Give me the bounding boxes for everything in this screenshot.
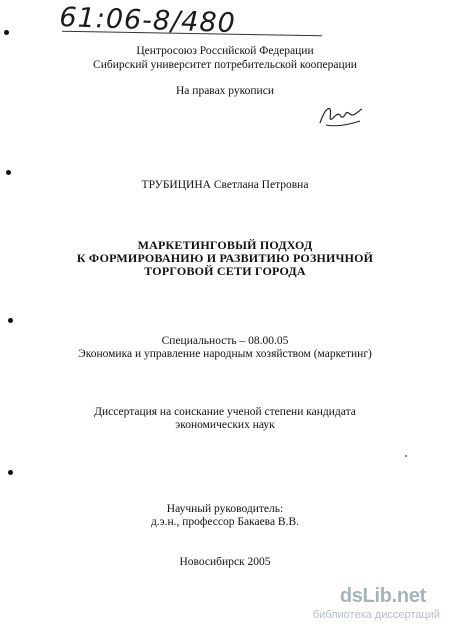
title-line-1: МАРКЕТИНГОВЫЙ ПОДХОД bbox=[137, 238, 313, 252]
supervisor-name: д.э.н., профессор Бакаева В.В. bbox=[150, 516, 300, 528]
watermark-brand: dsLib.net bbox=[339, 585, 426, 607]
header-organization: Центросоюз Российской Федерации bbox=[136, 45, 314, 57]
watermark bbox=[312, 585, 440, 625]
scan-dot bbox=[8, 318, 13, 323]
scan-dot bbox=[8, 470, 13, 475]
title-line-3: ТОРГОВОЙ СЕТИ ГОРОДА bbox=[144, 264, 306, 278]
author-name: ТРУБИЦИНА Светлана Петровна bbox=[141, 179, 309, 191]
title-line-2: К ФОРМИРОВАНИЮ И РАЗВИТИЮ РОЗНИЧНОЙ bbox=[76, 251, 374, 265]
scan-dot bbox=[4, 30, 9, 35]
specialty-code: Специальность – 08.00.05 bbox=[161, 335, 289, 347]
supervisor-label: Научный руководитель: bbox=[166, 503, 284, 515]
header-university: Сибирский университет потребительской кооперации bbox=[93, 59, 357, 71]
scan-speck bbox=[405, 455, 407, 457]
place-year: Новосибирск 2005 bbox=[179, 556, 271, 568]
rights-note: На правах рукописи bbox=[176, 85, 274, 97]
specialty-name: Экономика и управление народным хозяйством (маркетинг) bbox=[78, 348, 372, 360]
dissertation-purpose: Диссертация на соискание ученой степени кандидата bbox=[94, 406, 356, 418]
scan-dot bbox=[6, 170, 11, 175]
watermark-tagline: библиотека диссертаций bbox=[312, 609, 440, 621]
handwritten-archive-code: 61:06-8/480 bbox=[58, 2, 237, 40]
signature-mark bbox=[318, 103, 364, 129]
dissertation-degree: экономических наук bbox=[175, 419, 275, 431]
